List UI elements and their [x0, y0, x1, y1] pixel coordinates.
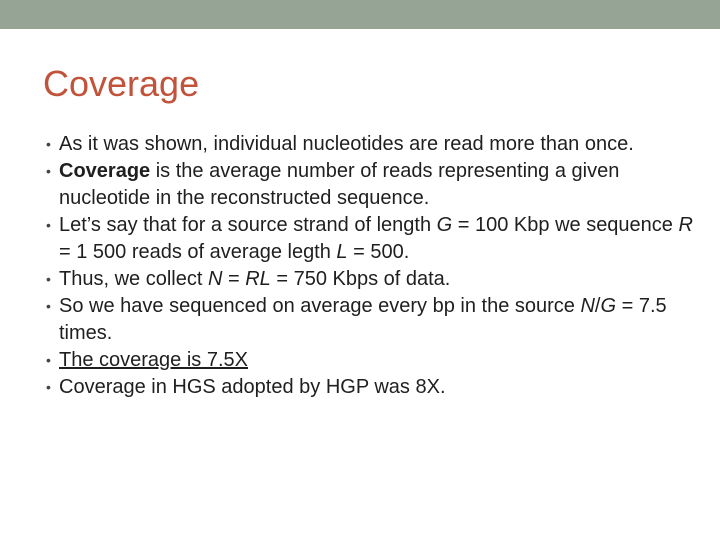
- bullet-icon: •: [46, 163, 51, 179]
- bullet-item: [46, 374, 706, 401]
- bullet-item: [46, 293, 706, 347]
- variable: N: [207, 268, 223, 290]
- slide-title: Coverage: [43, 63, 200, 104]
- bullet-list: [46, 131, 706, 401]
- bullet-text: As it was shown, individual nucleotides are read more than once.: [59, 133, 634, 155]
- bullet-text: /: [594, 295, 601, 317]
- variable: G: [436, 214, 453, 236]
- variable: G: [600, 295, 617, 317]
- bullet-icon: •: [46, 379, 51, 395]
- bullet-item: [46, 266, 706, 293]
- bullet-item: [46, 347, 706, 374]
- bullet-text: Coverage in HGS adopted by HGP was 8X.: [59, 376, 446, 398]
- bullet-icon: •: [46, 298, 51, 314]
- variable: N: [580, 295, 595, 317]
- bullet-icon: •: [46, 217, 51, 233]
- bullet-term: Coverage: [59, 160, 151, 182]
- bullet-icon: •: [46, 271, 51, 287]
- bullet-icon: •: [46, 352, 51, 368]
- bullet-text: = 100 Kbp we sequence: [452, 214, 679, 236]
- bullet-text: = 750 Kbps of data.: [270, 268, 451, 290]
- bullet-text: The coverage is 7.5X: [59, 349, 248, 371]
- bullet-item: [46, 131, 706, 158]
- bullet-text: Let’s say that for a source strand of length: [59, 214, 437, 236]
- bullet-text: is the average number of reads representing a given nucleotide in the reconstructed sequence.: [59, 160, 620, 209]
- bullet-text: = 500.: [347, 241, 410, 263]
- bullet-icon: •: [46, 136, 51, 152]
- bullet-text: = 1 500 reads of average legth: [59, 241, 337, 263]
- variable: RL: [245, 268, 271, 290]
- variable: R: [678, 214, 693, 236]
- variable: L: [336, 241, 348, 263]
- bullet-item: [46, 158, 706, 212]
- bullet-text: Thus, we collect: [59, 268, 208, 290]
- top-banner: [0, 0, 720, 29]
- bullet-text: So we have sequenced on average every bp in the source: [59, 295, 581, 317]
- bullet-text: = 7.5 times.: [59, 295, 667, 344]
- bullet-item: [46, 212, 706, 266]
- bullet-text: =: [222, 268, 246, 290]
